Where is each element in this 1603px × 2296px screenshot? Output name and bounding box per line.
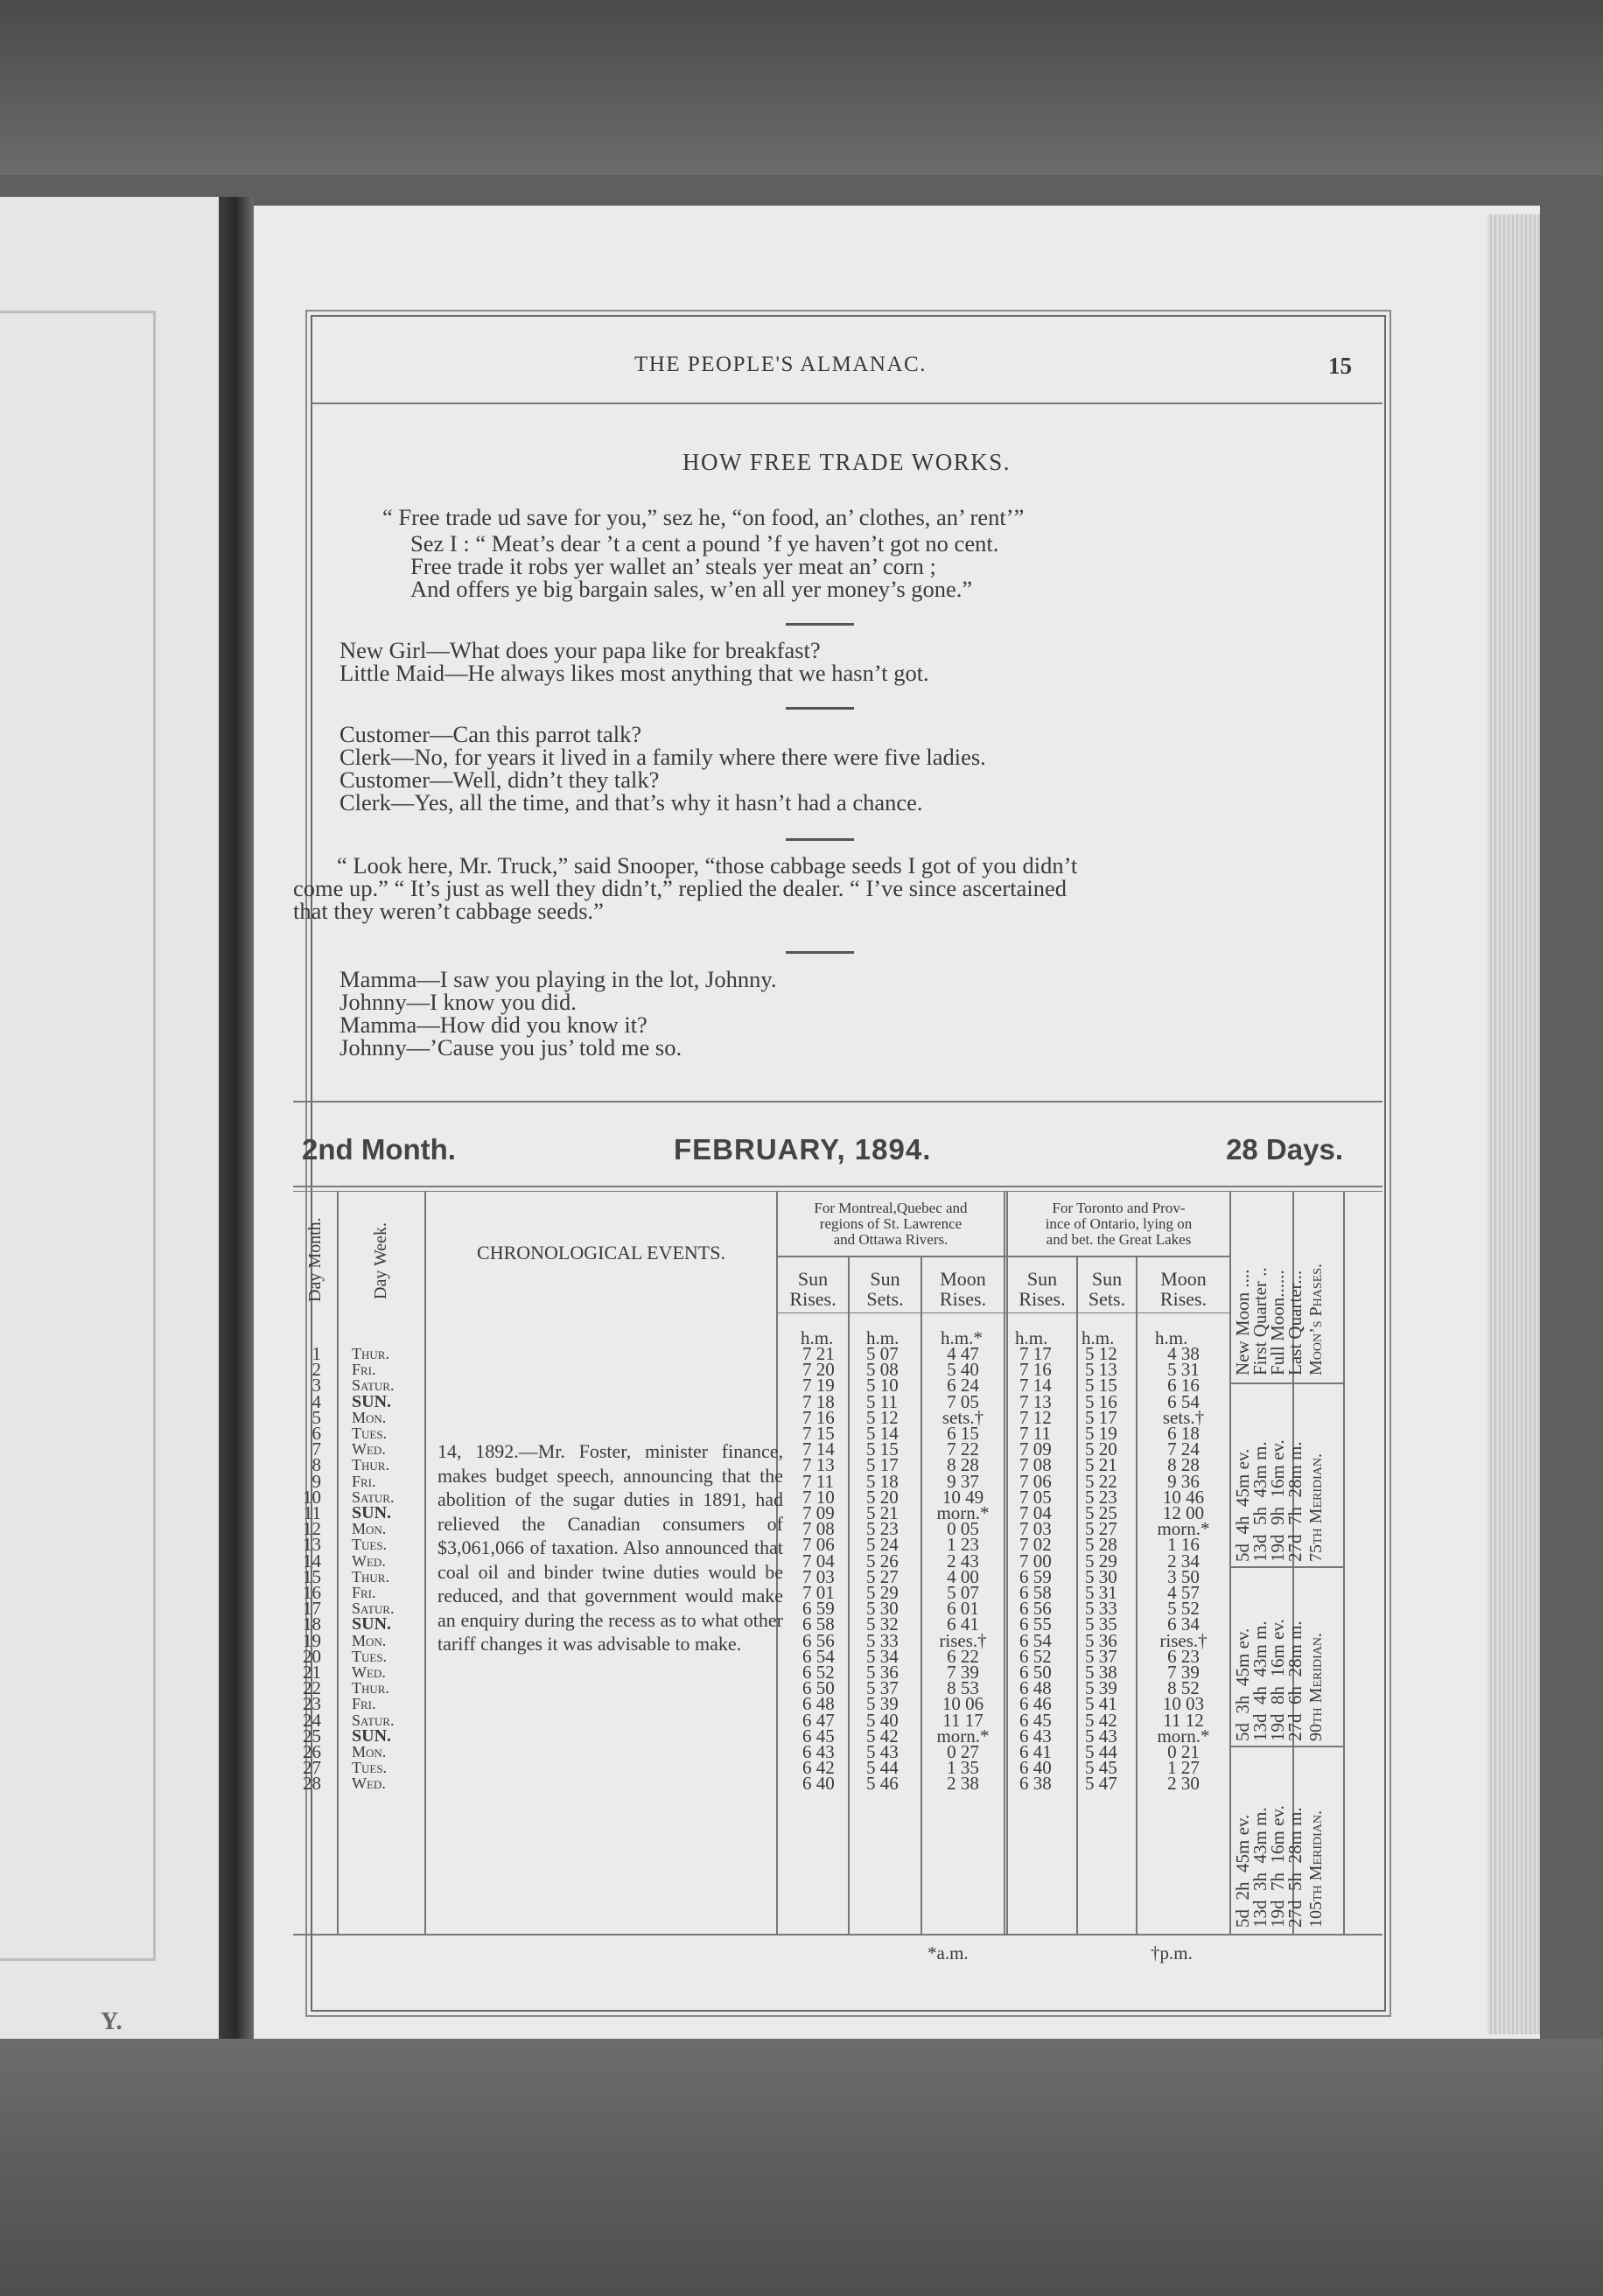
units-label: h.m. [1015,1327,1048,1348]
running-title: THE PEOPLE'S ALMANAC. [634,353,927,376]
weekday-name: Thur. [352,1679,389,1698]
weekday-name: Wed. [352,1663,386,1682]
weekday-name: Tues. [352,1647,388,1665]
col-divider [1343,1192,1345,1934]
day-number: 23 [303,1693,321,1715]
day-number: 7 [312,1438,321,1460]
montreal-group-head [778,1200,1004,1248]
meridian-105-values: 5d 2h 45m ev. 13d 3h 43m m. 19d 7h 16m ev. 27d 5h 28m m. [1232,1805,1306,1928]
joke-line: Clerk—No, for years it lived in a family where there were five ladies. [340,744,986,770]
section-title: HOW FREE TRADE WORKS. [682,449,1012,475]
poem-line: Free trade it robs yer wallet an’ steals yer meat an’ corn ; [410,553,936,579]
head-line: Rises. [1159,1288,1208,1310]
day-number: 2 [312,1359,321,1381]
meridian-rule [1292,1746,1343,1747]
head-line: Sun [1026,1268,1058,1290]
joke-line: Little Maid—He always likes most anything that we hasn’t got. [340,660,929,686]
footnote-am: *a.m. [928,1942,969,1964]
weekday-name: Tues. [352,1536,388,1554]
phases-rule [1229,1382,1343,1384]
joke-parrot [340,723,986,814]
weekday-name: Mon. [352,1631,387,1649]
day-number: 3 [312,1375,321,1396]
montreal-moon-rises: 4 47 5 40 6 24 7 05 sets.† 6 15 7 22 8 28 9 37 10 49 morn.* 0 05 1 23 2 43 4 00 5 07 6 01 6 41 rises.† 6 22 7 39 8 53 10 06 11 17 morn.* 0 27 1 35 2 38 [936,1343,990,1795]
weekday-name: Wed. [352,1774,386,1793]
head-day-week: Day Week. [371,1222,390,1299]
col-divider [1076,1257,1078,1934]
month-bar [302,1133,1343,1177]
units-label: h.m. [1155,1327,1188,1348]
head-moon-rises [1138,1269,1229,1309]
weekday-name: Satur. [352,1376,395,1395]
table-top-rule [293,1186,1382,1187]
joke-line: that they weren’t cabbage seeds.” [293,898,604,924]
weekday-name: SUN. [352,1391,392,1411]
day-number: 24 [303,1709,321,1731]
left-page-frame [0,311,156,1961]
weekday-name: Mon. [352,1743,387,1761]
day-number: 17 [303,1598,321,1620]
head-sun-rises [778,1269,848,1309]
joke-breakfast [340,639,929,684]
weekday-name: SUN. [352,1726,392,1746]
montreal-sun-sets: 5 07 5 08 5 10 5 11 5 12 5 14 5 15 5 17 5 18 5 20 5 21 5 23 5 24 5 26 5 27 5 29 5 30 5 32 5 33 5 34 5 36 5 37 5 39 5 40 5 42 5 43 5 44 5 46 [866,1343,899,1795]
day-number: 28 [303,1773,321,1795]
weekday-name: SUN. [352,1503,392,1523]
head-line: Rises. [789,1288,836,1310]
poem-line: Sez I : “ Meat’s dear ’t a cent a pound ’f ye haven’t got no cent. [410,530,999,556]
toronto-moon-rises: 4 38 5 31 6 16 6 54 sets.† 6 18 7 24 8 28 9 36 10 46 12 00 morn.* 1 16 2 34 3 50 4 57 5 52 6 34 rises.† 6 23 7 39 8 52 10 03 11 12 morn.* 0 21 1 27 2 30 [1157,1343,1210,1795]
month-days: 28 Days. [1226,1133,1343,1166]
left-page-fragment: Y. [101,2008,122,2035]
head-line: Sets. [866,1288,904,1310]
joke-line: Johnny—I know you did. [340,989,577,1015]
joke-line: come up.” “ It’s just as well they didn’t,” replied the dealer. “ I’ve since ascertained [293,875,1067,901]
units-label: h.m. [866,1327,900,1348]
month-ordinal: 2nd Month. [302,1133,456,1166]
head-day-month: Day Month. [305,1217,325,1302]
head-events: CHRONOLOGICAL EVENTS. [477,1242,725,1264]
meridian-90-values: 5d 3h 45m ev. 13d 4h 43m m. 19d 8h 16m ev. 27d 6h 28m m. [1232,1619,1306,1741]
head-105th-meridian: 105th Meridian. [1306,1810,1326,1928]
running-header [311,346,1352,402]
day-number: 13 [303,1534,321,1556]
weekday-name: Thur. [352,1345,389,1362]
weekday-name: Satur. [352,1488,395,1506]
day-number: 15 [303,1565,321,1587]
header-rule [311,402,1382,404]
day-number: 12 [303,1518,321,1540]
group-head-line: regions of St. Lawrence [819,1215,962,1232]
poem-line: “ Free trade ud save for you,” sez he, “on food, an’ clothes, an’ rent’” [382,504,1025,530]
weekday-name: SUN. [352,1614,392,1634]
toronto-group-head [1008,1200,1229,1248]
toronto-sun-sets: 5 12 5 13 5 15 5 16 5 17 5 19 5 20 5 21 5 22 5 23 5 25 5 27 5 28 5 29 5 30 5 31 5 33 5 35 5 36 5 37 5 38 5 39 5 41 5 42 5 43 5 44 5 45 5 47 [1085,1343,1117,1795]
weekday-name: Wed. [352,1440,386,1459]
meridian-75-values: 5d 4h 45m ev. 13d 5h 43m m. 19d 9h 16m ev. 27d 7h 28m m. [1232,1439,1306,1562]
group-head-line: and Ottawa Rivers. [833,1231,948,1248]
day-number: 9 [312,1470,321,1492]
weekday-name: Fri. [352,1361,376,1379]
day-number: 19 [303,1629,321,1651]
head-line: Rises. [1018,1288,1066,1310]
day-number: 20 [303,1645,321,1667]
left-page [0,197,219,2039]
head-sun-rises [1008,1269,1076,1309]
weekday-name: Satur. [352,1600,395,1618]
montreal-sun-rises: 7 21 7 20 7 19 7 18 7 16 7 15 7 14 7 13 7 11 7 10 7 09 7 08 7 06 7 04 7 03 7 01 6 59 6 58 6 56 6 54 6 52 6 50 6 48 6 47 6 45 6 43 6 42 6 40 [802,1343,835,1795]
weekday-name: Fri. [352,1695,376,1713]
day-number: 1 [312,1343,321,1364]
section-rule [293,1101,1382,1102]
weekday-name: Mon. [352,1520,387,1538]
day-number: 6 [312,1423,321,1445]
subhead-bottom-rule [776,1312,1229,1313]
separator [786,951,854,954]
col-divider [848,1257,850,1934]
separator [786,838,854,841]
separator [786,707,854,710]
weekday-name: Satur. [352,1711,395,1729]
day-of-week-column [352,1346,394,1792]
weekday-name: Fri. [352,1584,376,1602]
head-moon-rises [922,1269,1004,1309]
separator [786,623,854,626]
units-label: h.m. [801,1327,834,1348]
weekday-name: Tues. [352,1759,388,1777]
meridian-rule [1292,1566,1343,1568]
head-line: Sets. [1088,1288,1126,1310]
joke-line: Clerk—Yes, all the time, and that’s why it hasn’t had a chance. [340,789,923,816]
weekday-name: Fri. [352,1472,376,1490]
day-number: 14 [303,1550,321,1572]
day-number: 27 [303,1757,321,1779]
joke-line: “ Look here, Mr. Truck,” said Snooper, “those cabbage seeds I got of you didn’t [337,852,1078,878]
weekday-name: Mon. [352,1408,387,1426]
joke-line: Customer—Can this parrot talk? [340,721,642,747]
poem-line: And offers ye big bargain sales, w’en all yer money’s gone.” [410,576,973,602]
day-number: 5 [312,1406,321,1428]
joke-line: Johnny—’Cause you jus’ told me so. [340,1034,682,1060]
day-number: 25 [303,1725,321,1746]
day-number: 16 [303,1582,321,1604]
col-divider [337,1192,339,1934]
footnote-pm: †p.m. [1151,1942,1193,1964]
joke-line: Customer—Well, didn’t they talk? [340,766,660,793]
joke-cabbage [293,854,1343,922]
group-head-line: and bet. the Great Lakes [1046,1231,1192,1248]
col-divider [424,1192,426,1934]
phase-names: New Moon .... First Quarter .. Full Moon...... Last Quarter... [1232,1267,1306,1376]
day-number: 11 [303,1502,321,1524]
head-75th-meridian: 75th Meridian. [1306,1453,1326,1562]
weekday-name: Tues. [352,1424,388,1443]
day-number: 22 [303,1677,321,1699]
table-bottom-rule [293,1934,1382,1936]
head-90th-meridian: 90th Meridian. [1306,1633,1326,1741]
page-edges [1488,214,1540,2034]
head-moons-phases: Moon’s Phases. [1306,1263,1326,1376]
day-number: 8 [312,1454,321,1476]
units-label: h.m. [1082,1327,1115,1348]
units-label: h.m.* [941,1327,983,1348]
book-spine [219,197,254,2039]
meridian-rule [1229,1566,1292,1568]
table-top-rule-2 [293,1191,1382,1192]
group-head-line: ince of Ontario, lying on [1045,1215,1193,1232]
head-line: Rises. [939,1288,987,1310]
joke-johnny [340,968,777,1059]
chronological-event: 14, 1892.—Mr. Foster, minister finance, makes budget speech, announcing that the abolition of the sugar duties in 1891, had relieved the Canadian consumers of $3,061,066 of taxation. Also announced that coal oil and binder twine duties would be reduced, and that government would make an enquiry during the recess as to what other tariff changes it was advisable to make. [438,1440,783,1655]
head-line: Sun [870,1268,900,1290]
group-head-line: For Montreal,Quebec and [814,1200,968,1216]
joke-line: Mamma—I saw you playing in the lot, Johnny. [340,966,777,992]
day-number: 26 [303,1741,321,1763]
weekday-name: Wed. [352,1551,386,1570]
head-sun-sets [1078,1269,1136,1309]
scan-background-top [0,0,1603,175]
head-line: Sun [1091,1268,1123,1290]
group-head-line: For Toronto and Prov- [1052,1200,1186,1216]
day-of-month-column [300,1343,321,1795]
joke-line: New Girl—What does your papa like for breakfast? [340,637,821,663]
head-line: Sun [797,1268,829,1290]
toronto-sun-rises: 7 17 7 16 7 14 7 13 7 12 7 11 7 09 7 08 7 06 7 05 7 04 7 03 7 02 7 00 6 59 6 58 6 56 6 55 6 54 6 52 6 50 6 48 6 46 6 45 6 43 6 41 6 40 6 38 [1019,1343,1052,1795]
meridian-rule [1229,1746,1292,1747]
day-number: 21 [303,1662,321,1684]
scan-background-bottom [0,2039,1603,2296]
joke-line: Mamma—How did you know it? [340,1012,648,1038]
day-number: 4 [312,1390,321,1412]
subhead-rule [776,1256,1229,1257]
head-sun-sets [850,1269,920,1309]
month-title: FEBRUARY, 1894. [674,1133,932,1166]
weekday-name: Thur. [352,1456,389,1474]
col-divider [1229,1192,1231,1934]
col-divider [1004,1192,1005,1934]
head-line: Moon [940,1268,986,1290]
page-number: 15 [1328,353,1352,379]
day-number: 18 [303,1614,321,1635]
day-number: 10 [303,1486,321,1508]
weekday-name: Thur. [352,1567,389,1586]
head-line: Moon [1160,1268,1207,1290]
